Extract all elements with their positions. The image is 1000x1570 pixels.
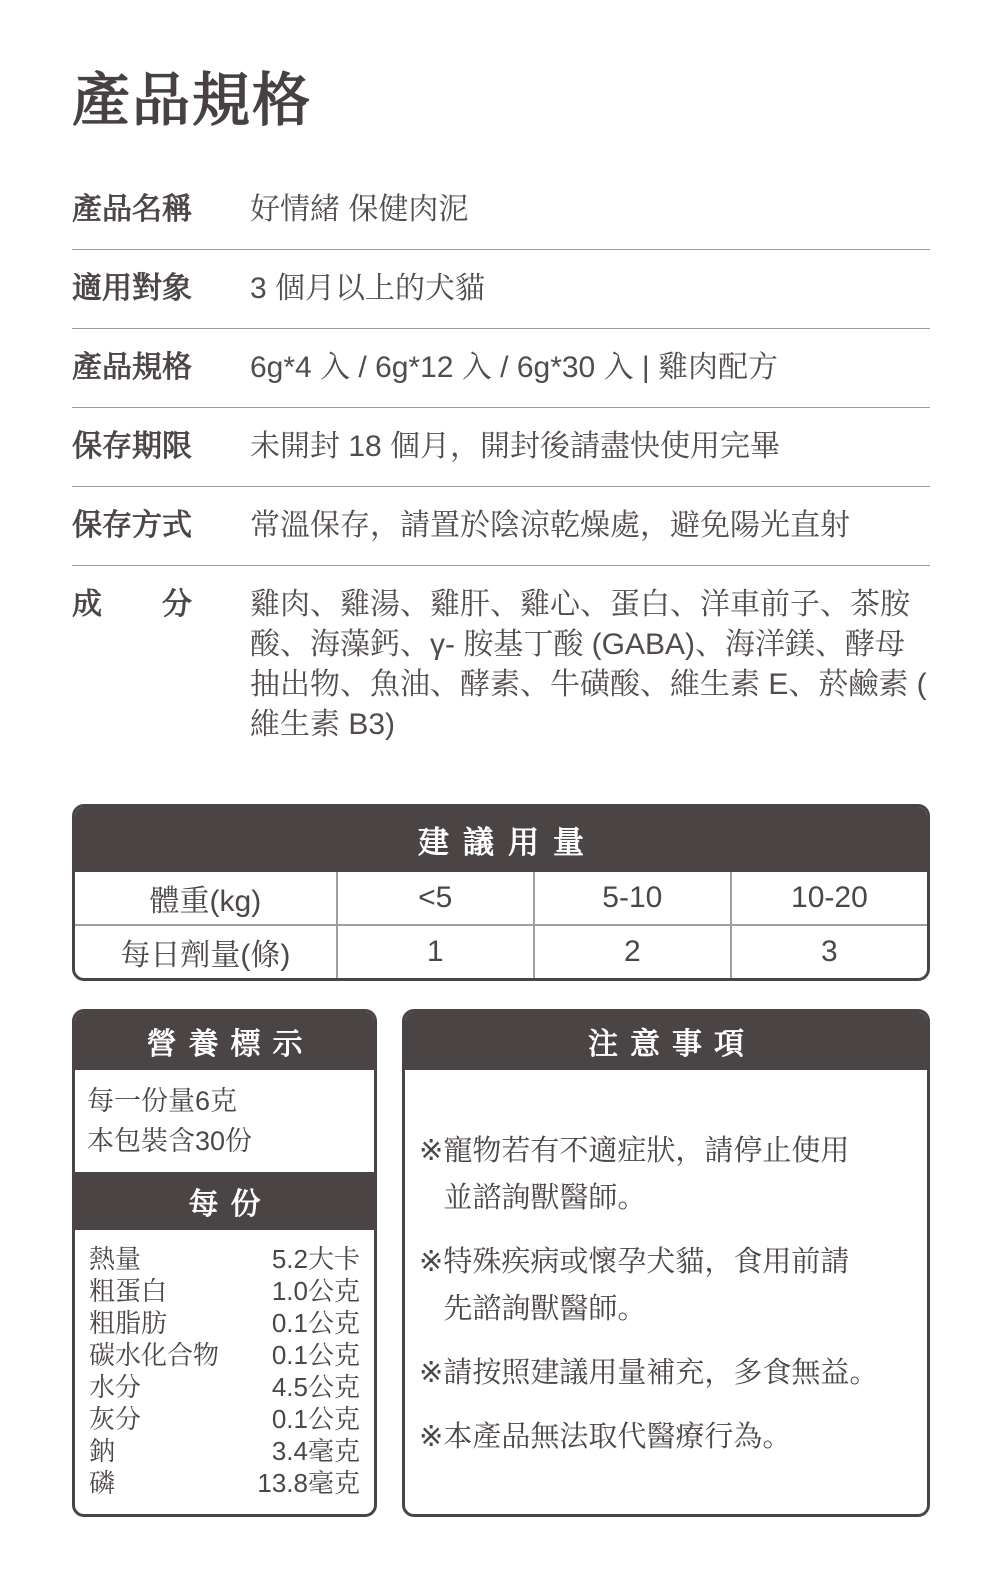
notice-list bbox=[405, 1070, 927, 1461]
notice-item bbox=[419, 1414, 911, 1461]
spec-value: 好情緒 保健肉泥 bbox=[250, 192, 469, 226]
dosage-table bbox=[72, 804, 930, 981]
notice-box bbox=[402, 1009, 930, 1517]
nutrient-name: 鈉 bbox=[89, 1435, 116, 1466]
spec-value: 常溫保存，請置於陰涼乾燥處，避免陽光直射 bbox=[250, 508, 850, 542]
nutrient-name: 熱量 bbox=[89, 1243, 142, 1274]
servings-per-pack: 本包裝含30份 bbox=[87, 1125, 253, 1156]
dosage-row-label: 體重(kg) bbox=[149, 884, 262, 918]
notice-marker: ※ bbox=[419, 1420, 444, 1453]
dosage-table-body bbox=[75, 872, 927, 978]
dosage-cell: 1 bbox=[336, 926, 533, 978]
nutrient-name: 碳水化合物 bbox=[89, 1339, 220, 1370]
nutrient-row-fat bbox=[89, 1307, 360, 1339]
spec-label: 保存方式 bbox=[72, 508, 192, 542]
nutrient-row-sodium bbox=[89, 1435, 360, 1467]
spec-label: 成分 bbox=[72, 587, 192, 621]
serving-info bbox=[75, 1070, 374, 1172]
nutrient-value: 0.1公克 bbox=[271, 1403, 360, 1434]
nutrient-row-carbs bbox=[89, 1339, 360, 1371]
notice-text: 請按照建議用量補充，多食無益。 bbox=[443, 1356, 879, 1389]
nutrient-value: 0.1公克 bbox=[271, 1307, 360, 1338]
dosage-cell: 5-10 bbox=[533, 872, 730, 924]
dosage-cell: <5 bbox=[336, 872, 533, 924]
nutrient-name: 磷 bbox=[89, 1467, 116, 1498]
nutrient-value: 1.0公克 bbox=[271, 1275, 360, 1306]
nutrition-facts-box bbox=[72, 1009, 377, 1517]
spec-value: 6g*4 入 / 6g*12 入 / 6g*30 入 | 雞肉配方 bbox=[250, 350, 779, 384]
page-title: 產品規格 bbox=[72, 68, 313, 133]
spec-value: 未開封 18 個月，開封後請盡快使用完畢 bbox=[250, 429, 781, 463]
notice-text: 特殊疾病或懷孕犬貓，食用前請 先諮詢獸醫師。 bbox=[443, 1245, 850, 1325]
spec-value: 3 個月以上的犬貓 bbox=[250, 271, 486, 305]
spec-row-shelf-life bbox=[72, 408, 930, 487]
notice-title: 注意事項 bbox=[405, 1012, 927, 1070]
nutrient-value: 3.4毫克 bbox=[271, 1435, 360, 1466]
dosage-row-daily-amount bbox=[75, 924, 927, 978]
notice-item bbox=[419, 1350, 911, 1397]
nutrient-name: 灰分 bbox=[89, 1403, 142, 1434]
notice-item bbox=[419, 1239, 911, 1333]
spec-row-ingredients bbox=[72, 566, 930, 764]
nutrient-row-protein bbox=[89, 1275, 360, 1307]
spec-row-product-name bbox=[72, 171, 930, 250]
dosage-cell: 3 bbox=[730, 926, 927, 978]
nutrient-row-moisture bbox=[89, 1371, 360, 1403]
nutrient-value: 5.2大卡 bbox=[271, 1243, 360, 1274]
notice-marker: ※ bbox=[419, 1134, 444, 1167]
nutrient-row-ash bbox=[89, 1403, 360, 1435]
notice-marker: ※ bbox=[419, 1356, 444, 1389]
nutrient-value: 4.5公克 bbox=[271, 1371, 360, 1402]
nutrient-value: 13.8毫克 bbox=[257, 1467, 360, 1498]
dosage-row-weight bbox=[75, 872, 927, 924]
bottom-panels bbox=[72, 1009, 930, 1517]
spec-label: 產品規格 bbox=[72, 350, 192, 384]
notice-text: 本產品無法取代醫療行為。 bbox=[443, 1420, 792, 1453]
serving-size: 每一份量6克 bbox=[87, 1085, 238, 1116]
nutrient-name: 粗蛋白 bbox=[89, 1275, 168, 1306]
spec-row-storage bbox=[72, 487, 930, 566]
spec-row-product-size bbox=[72, 329, 930, 408]
spec-row-target-animals bbox=[72, 250, 930, 329]
spec-value: 雞肉、雞湯、雞肝、雞心、蛋白、洋車前子、茶胺酸、海藻鈣、γ- 胺基丁酸 (GABA)、海洋鎂、酵母抽出物、魚油、酵素、牛磺酸、維生素 E、菸鹼素 ( 維生素 B3) bbox=[250, 587, 927, 741]
nutrient-row-phosphorus bbox=[89, 1467, 360, 1499]
dosage-cell: 2 bbox=[533, 926, 730, 978]
spec-label: 適用對象 bbox=[72, 271, 192, 305]
notice-marker: ※ bbox=[419, 1245, 444, 1278]
notice-item bbox=[419, 1128, 911, 1222]
spec-label: 保存期限 bbox=[72, 429, 192, 463]
dosage-table-title: 建議用量 bbox=[75, 807, 927, 872]
spec-label: 產品名稱 bbox=[72, 192, 192, 226]
nutrition-title: 營養標示 bbox=[75, 1012, 374, 1070]
nutrient-value: 0.1公克 bbox=[271, 1339, 360, 1370]
notice-text: 寵物若有不適症狀，請停止使用 並諮詢獸醫師。 bbox=[443, 1134, 850, 1214]
nutrient-name: 粗脂肪 bbox=[89, 1307, 168, 1338]
nutrient-list bbox=[75, 1230, 374, 1499]
dosage-row-label: 每日劑量(條) bbox=[120, 938, 291, 972]
nutrient-name: 水分 bbox=[89, 1371, 142, 1402]
per-serving-header: 每份 bbox=[75, 1172, 374, 1230]
nutrient-row-calories bbox=[89, 1243, 360, 1275]
dosage-cell: 10-20 bbox=[730, 872, 927, 924]
spec-list bbox=[72, 171, 930, 764]
